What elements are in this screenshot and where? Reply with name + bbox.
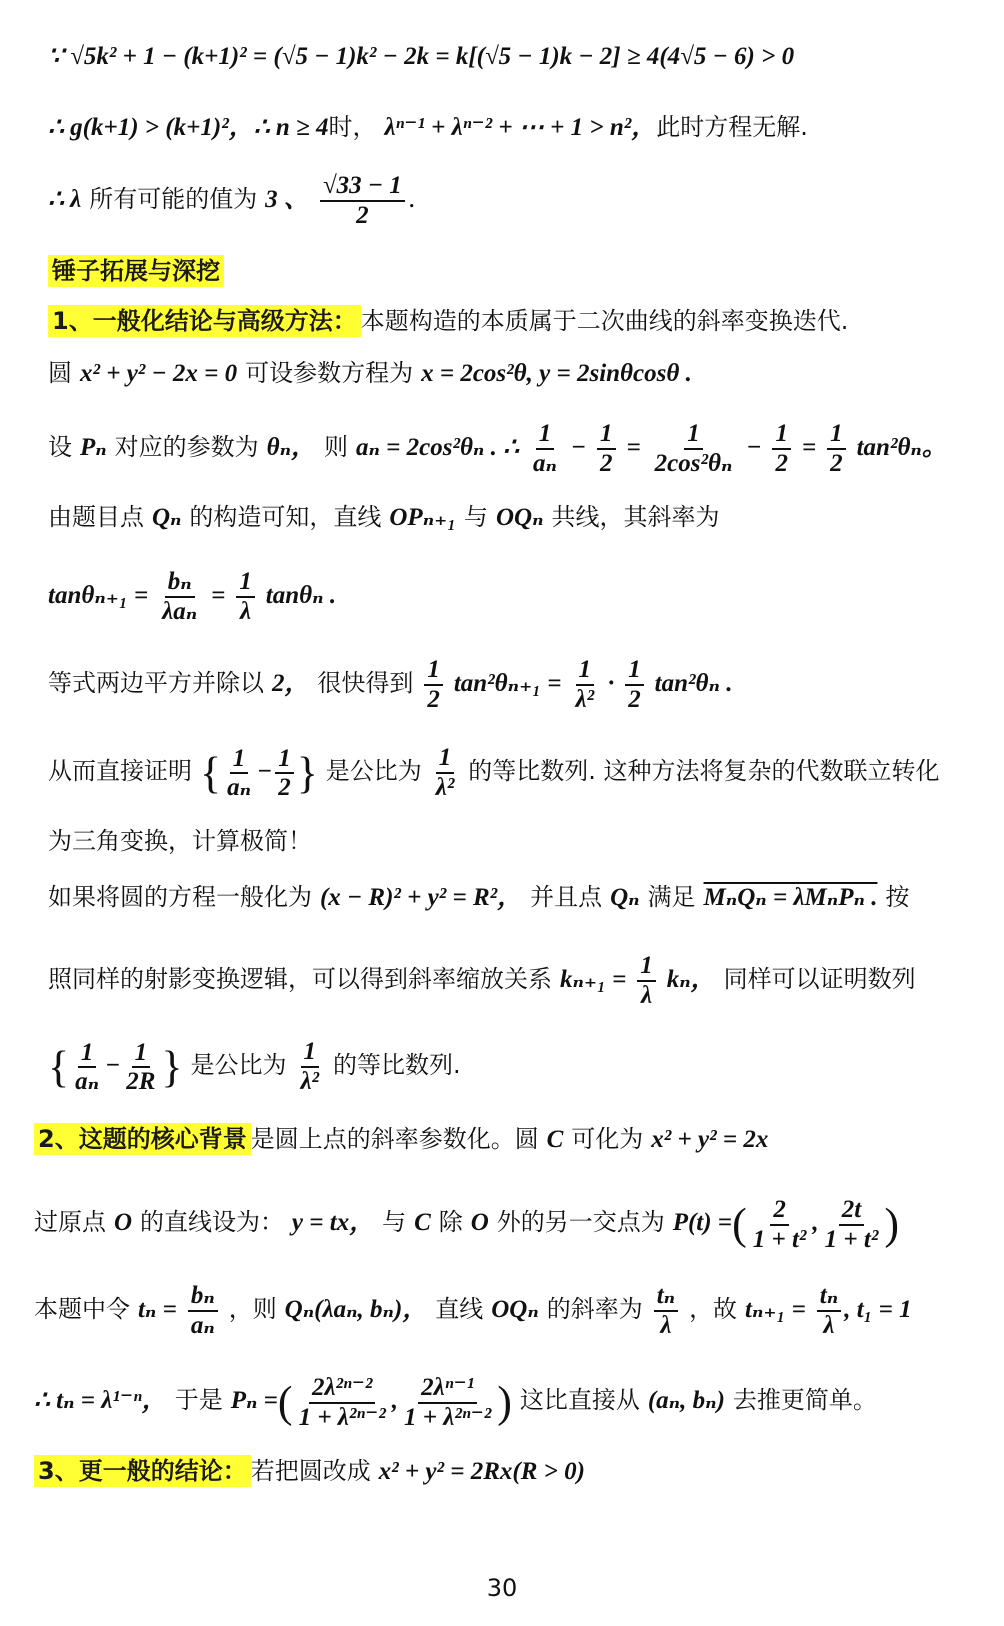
s1-heading-line: 1、一般化结论与高级方法： 本题构造的本质属于二次曲线的斜率变换迭代. <box>48 302 974 340</box>
s1-paragraph-9: 照同样的射影变换逻辑，可以得到斜率缩放关系 kₙ₊₁ = $\frac{1}{\lambda}$ kₙ， 同样可以证明数列 <box>48 952 916 1009</box>
s3-heading-line: 3、更一般的结论： 若把圆改成 x² + y² = 2Rx(R > 0) <box>34 1452 974 1491</box>
s1-paragraph-2: 设 Pₙ 对应的参数为 θₙ， 则 aₙ = 2cos²θₙ . ∴ $\frac{1}{\text{aₙ}}$ − $\frac{1}{2}$ = $\frac{1}{\text{2cos²θₙ}}$ − $\frac{1}{2}$ = $\frac{1}{2}$ tan²θₙ。 <box>48 420 947 477</box>
s1-paragraph-7: 为三角变换，计算极简！ <box>48 827 312 855</box>
page-number: 30 <box>486 1574 518 1602</box>
s2-paragraph-4: ∴ tₙ = λ¹⁻ⁿ， 于是 Pₙ =( $\frac{\text{2λ²ⁿ⁻²}}{\text{1 + λ²ⁿ⁻²}}$ , $\frac{\text{2λⁿ⁻¹}}{\text{1 + λ²ⁿ⁻²}}$ ) 这比直接从 (aₙ, bₙ) 去推更简单。 <box>34 1374 877 1431</box>
s1-paragraph-8: 如果将圆的方程一般化为 (x − R)² + y² = R²， 并且点 Qₙ 满足 MₙQₙ = λMₙPₙ . 按 <box>48 883 910 911</box>
equation-line-1: ∵ √5k² + 1 − (k+1)² = (√5 − 1)k² − 2k = k[(√5 − 1)k − 2] ≥ 4(4√5 − 6) > 0 <box>48 43 795 70</box>
s1-paragraph-6: 从而直接证明 { $\frac{1}{\text{aₙ}}$ − $\frac{1}{2}$ } 是公比为 $\frac{1}{\text{λ²}}$ 的等比数列. 这种方法将复杂的代数联立转化 <box>48 744 940 802</box>
s1-paragraph-1: 圆 x² + y² − 2x = 0 可设参数方程为 x = 2cos²θ, y = 2sinθcosθ . <box>48 359 692 387</box>
equation-line-3: ∴ λ 所有可能的值为 3 、 $\frac{√33 - 1}{2}$ . <box>48 172 416 229</box>
equation-line-2: ∴ g(k+1) > (k+1)²，∴ n ≥ 4时， λⁿ⁻¹ + λⁿ⁻² + ⋯ + 1 > n²，此时方程无解. <box>48 113 808 141</box>
fraction: $\frac{√33 - 1}{2}$ <box>320 172 405 229</box>
section-title: 锤子拓展与深挖 <box>48 252 974 290</box>
s2-heading-line: 2、这题的核心背景 是圆上点的斜率参数化。圆 C 可化为 x² + y² = 2x <box>34 1120 974 1159</box>
s1-paragraph-5: 等式两边平方并除以 2， 很快得到 $\frac{1}{2}$ tan²θₙ₊₁ = $\frac{1}{\text{λ²}}$ · $\frac{1}{2}$ tan²θₙ . <box>48 656 733 713</box>
s1-paragraph-3: 由题目点 Qₙ 的构造可知，直线 OPₙ₊₁ 与 OQₙ 共线，其斜率为 <box>48 503 720 531</box>
s2-paragraph-2: 过原点 O 的直线设为： y = tx， 与 C 除 O 外的另一交点为 P(t) =( $\frac{2}{\text{1 + t²}}$ , $\frac{2t}{\text{1 + t²}}$ ) <box>34 1196 899 1253</box>
s1-paragraph-10: { $\frac{1}{\text{aₙ}}$ − $\frac{1}{2R}$ } 是公比为 $\frac{1}{\text{λ²}}$ 的等比数列. <box>48 1038 461 1096</box>
s2-heading: 2、这题的核心背景 <box>34 1123 251 1155</box>
s3-heading: 3、更一般的结论： <box>34 1455 251 1487</box>
s2-paragraph-3: 本题中令 tₙ = $\frac{\text{bₙ}}{\text{aₙ}}$ ，则 Qₙ(λaₙ, bₙ)， 直线 OQₙ 的斜率为 $\frac{\text{tₙ}}{\lambda}$ ，故 tₙ₊₁ = $\frac{\text{tₙ}}{\lambda}$ , t₁ = 1 <box>34 1282 912 1339</box>
s1-heading: 1、一般化结论与高级方法： <box>48 305 361 337</box>
s1-paragraph-4: tanθₙ₊₁ = $\frac{\text{bₙ}}{\text{λaₙ}}$ = $\frac{1}{\lambda}$ tanθₙ . <box>48 568 337 625</box>
